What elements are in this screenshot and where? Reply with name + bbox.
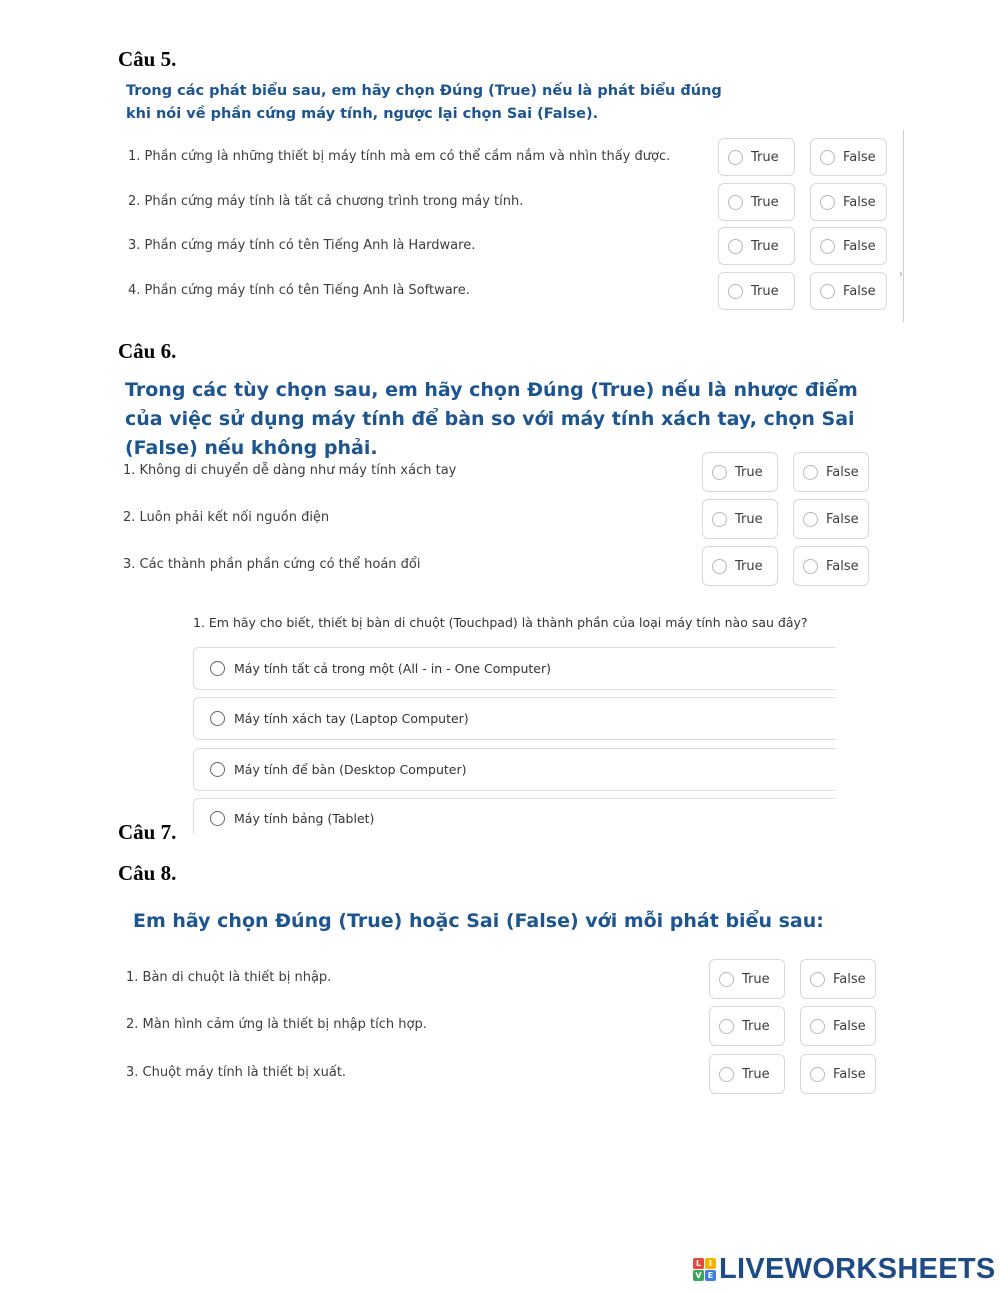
q6-1-false-option[interactable] xyxy=(793,452,869,492)
true-label: True xyxy=(735,558,763,574)
scrollbar-track[interactable] xyxy=(903,130,904,322)
true-label: True xyxy=(751,238,779,254)
q5-statement-row-1 xyxy=(128,138,888,176)
q6-statement-row-1 xyxy=(123,452,873,490)
q8-1-true-option[interactable] xyxy=(709,959,785,999)
question-6-heading: Câu 6. xyxy=(118,339,177,363)
logo-mark-tile: L xyxy=(693,1258,704,1269)
q8-2-false-option[interactable] xyxy=(800,1006,876,1046)
question-8-heading: Câu 8. xyxy=(118,861,177,885)
radio-circle-icon xyxy=(712,559,727,574)
q8-3-false-option[interactable] xyxy=(800,1054,876,1094)
true-label: True xyxy=(735,464,763,480)
radio-circle-icon xyxy=(820,195,835,210)
q8-statement-row-1 xyxy=(126,959,878,997)
logo-mark-tile: I xyxy=(705,1258,716,1269)
false-label: False xyxy=(833,1066,866,1082)
q8-3-true-option[interactable] xyxy=(709,1054,785,1094)
q5-statement-row-2 xyxy=(128,183,888,221)
false-label: False xyxy=(843,149,876,165)
radio-circle-icon xyxy=(810,1019,825,1034)
question-5-heading: Câu 5. xyxy=(118,47,177,71)
radio-circle-icon xyxy=(810,972,825,987)
radio-circle-icon xyxy=(210,811,225,826)
q6-statement-row-2 xyxy=(123,499,873,537)
option-text: Máy tính để bàn (Desktop Computer) xyxy=(234,762,467,777)
radio-circle-icon xyxy=(728,284,743,299)
statement-text: 2. Phần cứng máy tính là tất cả chương trình trong máy tính. xyxy=(128,194,524,209)
statement-text: 1. Phần cứng là những thiết bị máy tính mà em có thể cầm nắm và nhìn thấy được. xyxy=(128,149,671,164)
q5-4-false-option[interactable] xyxy=(810,272,887,310)
radio-circle-icon xyxy=(210,762,225,777)
true-label: True xyxy=(742,1066,770,1082)
radio-circle-icon xyxy=(719,1019,734,1034)
question-7-text: 1. Em hãy cho biết, thiết bị bàn di chuột (Touchpad) là thành phần của loại máy tính nào sau đây? xyxy=(193,615,808,630)
radio-circle-icon xyxy=(712,465,727,480)
q5-2-false-option[interactable] xyxy=(810,183,887,221)
radio-circle-icon xyxy=(803,512,818,527)
false-label: False xyxy=(826,464,859,480)
question-5-prompt: Trong các phát biểu sau, em hãy chọn Đúng (True) nếu là phát biểu đúng khi nói về phần cứng máy tính, ngược lại chọn Sai (False). xyxy=(126,83,722,122)
statement-text: 3. Các thành phần phần cứng có thể hoán đổi xyxy=(123,557,421,572)
logo-text: LIVEWORKSHEETS xyxy=(719,1252,996,1285)
true-label: True xyxy=(742,971,770,987)
option-text: Máy tính tất cả trong một (All - in - One Computer) xyxy=(234,661,552,676)
q6-1-true-option[interactable] xyxy=(702,452,778,492)
radio-circle-icon xyxy=(820,239,835,254)
statement-text: 3. Chuột máy tính là thiết bị xuất. xyxy=(126,1065,347,1080)
false-label: False xyxy=(843,238,876,254)
q5-statement-row-4 xyxy=(128,272,888,310)
liveworksheets-logo-icon xyxy=(693,1258,716,1281)
false-label: False xyxy=(843,194,876,210)
true-label: True xyxy=(735,511,763,527)
q8-statement-row-3 xyxy=(126,1054,878,1092)
false-label: False xyxy=(843,283,876,299)
radio-circle-icon xyxy=(803,559,818,574)
option-text: Máy tính xách tay (Laptop Computer) xyxy=(234,711,469,726)
false-label: False xyxy=(826,511,859,527)
q5-2-true-option[interactable] xyxy=(718,183,795,221)
q8-statement-row-2 xyxy=(126,1006,878,1044)
false-label: False xyxy=(826,558,859,574)
q5-1-false-option[interactable] xyxy=(810,138,887,176)
q8-2-true-option[interactable] xyxy=(709,1006,785,1046)
q5-3-false-option[interactable] xyxy=(810,227,887,265)
q7-option-2[interactable] xyxy=(193,697,835,740)
false-label: False xyxy=(833,1018,866,1034)
statement-text: 4. Phần cứng máy tính có tên Tiếng Anh là Software. xyxy=(128,283,470,298)
radio-circle-icon xyxy=(712,512,727,527)
statement-text: 2. Màn hình cảm ứng là thiết bị nhập tích hợp. xyxy=(126,1017,427,1032)
radio-circle-icon xyxy=(728,239,743,254)
q7-option-4[interactable] xyxy=(193,798,835,834)
option-text: Máy tính bảng (Tablet) xyxy=(234,811,375,826)
radio-circle-icon xyxy=(728,195,743,210)
statement-text: 3. Phần cứng máy tính có tên Tiếng Anh là Hardware. xyxy=(128,238,476,253)
q5-1-true-option[interactable] xyxy=(718,138,795,176)
q5-3-true-option[interactable] xyxy=(718,227,795,265)
radio-circle-icon xyxy=(719,972,734,987)
q6-2-true-option[interactable] xyxy=(702,499,778,539)
radio-circle-icon xyxy=(803,465,818,480)
radio-circle-icon xyxy=(820,284,835,299)
statement-text: 2. Luôn phải kết nối nguồn điện xyxy=(123,510,330,525)
question-8-prompt: Em hãy chọn Đúng (True) hoặc Sai (False) với mỗi phát biểu sau: xyxy=(133,910,824,932)
q7-option-3[interactable] xyxy=(193,748,835,791)
q7-option-1[interactable] xyxy=(193,647,835,690)
radio-circle-icon xyxy=(719,1067,734,1082)
q8-1-false-option[interactable] xyxy=(800,959,876,999)
radio-circle-icon xyxy=(728,150,743,165)
statement-text: 1. Không di chuyển dễ dàng như máy tính xách tay xyxy=(123,463,457,478)
q6-statement-row-3 xyxy=(123,546,873,584)
question-7-heading: Câu 7. xyxy=(118,820,177,844)
false-label: False xyxy=(833,971,866,987)
q5-statement-row-3 xyxy=(128,227,888,265)
logo-mark-tile: V xyxy=(693,1270,704,1281)
question-6-prompt: Trong các tùy chọn sau, em hãy chọn Đúng (True) nếu là nhược điểm của việc sử dụng máy tính để bàn so với máy tính xách tay, chọn Sai (False) nếu không phải. xyxy=(125,379,858,459)
statement-text: 1. Bàn di chuột là thiết bị nhập. xyxy=(126,970,332,985)
true-label: True xyxy=(751,283,779,299)
true-label: True xyxy=(751,149,779,165)
logo-mark-tile: E xyxy=(705,1270,716,1281)
true-label: True xyxy=(751,194,779,210)
radio-circle-icon xyxy=(210,661,225,676)
q6-3-true-option[interactable] xyxy=(702,546,778,586)
scroll-right-icon[interactable]: › xyxy=(899,269,903,280)
radio-circle-icon xyxy=(810,1067,825,1082)
liveworksheets-logo xyxy=(693,1253,996,1285)
q5-4-true-option[interactable] xyxy=(718,272,795,310)
radio-circle-icon xyxy=(210,711,225,726)
true-label: True xyxy=(742,1018,770,1034)
q6-2-false-option[interactable] xyxy=(793,499,869,539)
q6-3-false-option[interactable] xyxy=(793,546,869,586)
radio-circle-icon xyxy=(820,150,835,165)
